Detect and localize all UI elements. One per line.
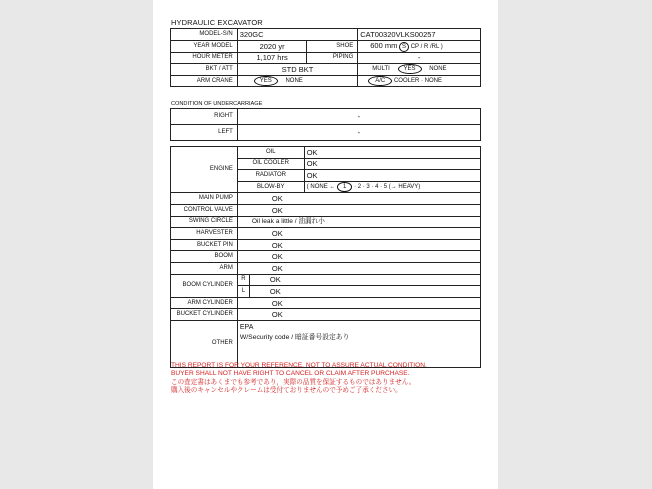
multi-yes: YES (398, 64, 422, 74)
hour-label: HOUR METER (171, 52, 238, 64)
check-value: OK (237, 239, 480, 251)
engine-item-name: RADIATOR (237, 170, 304, 182)
other-line-1: EPA (239, 323, 254, 331)
engine-item-name: OIL (237, 147, 304, 159)
bucket-cylinder-label: BUCKET CYLINDER (171, 309, 238, 321)
arm-cylinder-label: ARM CYLINDER (171, 297, 238, 309)
shoe-type-others: CP / R /RL ) (410, 43, 443, 50)
notice-line: THIS REPORT IS FOR YOUR REFERENCE, NOT TO ASSURE ACTUAL CONDITION. (171, 362, 427, 369)
undercarriage-right-row (171, 109, 481, 125)
right-label: RIGHT (171, 109, 238, 125)
undercarriage-left-row (171, 125, 481, 141)
check-row (171, 216, 481, 228)
notice-line: この査定書はあくまでも参考であり，実際の品質を保証するものではありません。 (171, 378, 416, 386)
other-line-2: W/Security code / 暗証番号設定あり (239, 333, 350, 341)
shoe-label: SHOE (307, 40, 358, 52)
check-row (171, 239, 481, 251)
check-name: HARVESTER (171, 228, 238, 240)
boom-cylinder-r-value: OK (249, 274, 480, 286)
engine-item-value: OK (304, 147, 480, 159)
inspection-table (170, 146, 481, 368)
engine-oil-row (171, 147, 481, 159)
year-value: 2020 yr (237, 40, 307, 52)
hour-value: 1,107 hrs (237, 52, 307, 64)
check-name: ARM (171, 262, 238, 274)
engine-item-value: OK (304, 158, 480, 170)
check-row (171, 204, 481, 216)
check-value: OK (237, 251, 480, 263)
boom-cylinder-r-label: R (237, 274, 249, 286)
check-name: SWING CIRCLE (171, 216, 238, 228)
multi-none: NONE (429, 66, 447, 73)
shoe-value: 600 mm (370, 40, 398, 50)
report-title: HYDRAULIC EXCAVATOR (171, 18, 263, 27)
ac-selected: A/C (368, 76, 392, 86)
boom-cylinder-label: BOOM CYLINDER (171, 274, 238, 297)
blowby-label: BLOW-BY (237, 181, 304, 193)
blowby-prefix: ( NONE ← (306, 184, 336, 191)
check-name: BUCKET PIN (171, 239, 238, 251)
bucket-cylinder-value: OK (237, 309, 480, 321)
arm-crane-cell (237, 75, 358, 87)
undercarriage-table (170, 108, 481, 141)
other-label: OTHER (171, 320, 238, 367)
engine-item-name: OIL COOLER (237, 158, 304, 170)
check-value: OK (237, 193, 480, 205)
model-value: 320GC (237, 29, 358, 41)
blowby-rest: · 2 · 3 · 4 · 5 (→ HEAVY) (354, 184, 421, 191)
blowby-scale (304, 181, 480, 193)
check-value: OK (237, 228, 480, 240)
blowby-selected: 1 (337, 182, 352, 192)
year-row (171, 40, 481, 52)
shoe-type-selected: S (399, 42, 409, 52)
engine-label: ENGINE (171, 147, 238, 193)
arm-crane-none: NONE (285, 78, 303, 85)
boom-cylinder-l-value: OK (249, 286, 480, 298)
boom-cylinder-r-row (171, 274, 481, 286)
ac-cell (358, 75, 481, 87)
multi-label: MULTI (372, 66, 390, 73)
piping-label: PIPING (307, 52, 358, 64)
arm-cylinder-value: OK (237, 297, 480, 309)
left-value: - (237, 125, 480, 141)
bkt-value: STD BKT (237, 64, 358, 76)
left-label: LEFT (171, 125, 238, 141)
report-page (153, 0, 498, 489)
boom-cylinder-l-label: L (237, 286, 249, 298)
arm-crane-yes: YES (254, 76, 278, 86)
check-name: BOOM (171, 251, 238, 263)
model-row (171, 29, 481, 41)
right-value: - (237, 109, 480, 125)
serial-value: CAT00320VLKS00257 (358, 29, 481, 41)
notice-line: BUYER SHALL NOT HAVE RIGHT TO CANCEL OR CLAIM AFTER PURCHASE. (171, 370, 410, 378)
hour-row (171, 52, 481, 64)
model-label: MODEL-S/N (171, 29, 238, 41)
shoe-cell (358, 40, 481, 52)
check-value: Oil leak a little / 油漏れ小 (237, 216, 480, 228)
machine-info-table (170, 28, 481, 87)
check-value: OK (237, 204, 480, 216)
check-row (171, 193, 481, 205)
year-label: YEAR MODEL (171, 40, 238, 52)
other-row (171, 320, 481, 367)
check-name: CONTROL VALVE (171, 204, 238, 216)
bucket-cylinder-row (171, 309, 481, 321)
bkt-row (171, 64, 481, 76)
check-name: MAIN PUMP (171, 193, 238, 205)
check-row (171, 262, 481, 274)
multi-cell (358, 64, 481, 76)
check-row (171, 251, 481, 263)
arm-cylinder-row (171, 297, 481, 309)
arm-crane-label: ARM CRANE (171, 75, 238, 87)
engine-item-value: OK (304, 170, 480, 182)
check-value: OK (237, 262, 480, 274)
arm-crane-row (171, 75, 481, 87)
piping-value: - (358, 52, 481, 64)
undercarriage-heading: CONDITION OF UNDERCARRIAGE (171, 101, 263, 107)
notice-line: 購入後のキャンセルやクレームは受付ておりませんので予めご了承ください。 (171, 387, 402, 395)
bkt-label: BKT / ATT (171, 64, 238, 76)
disclaimer-notice (171, 362, 427, 396)
cooler-options: COOLER · NONE (393, 78, 442, 85)
other-cell (237, 320, 480, 367)
check-row (171, 228, 481, 240)
